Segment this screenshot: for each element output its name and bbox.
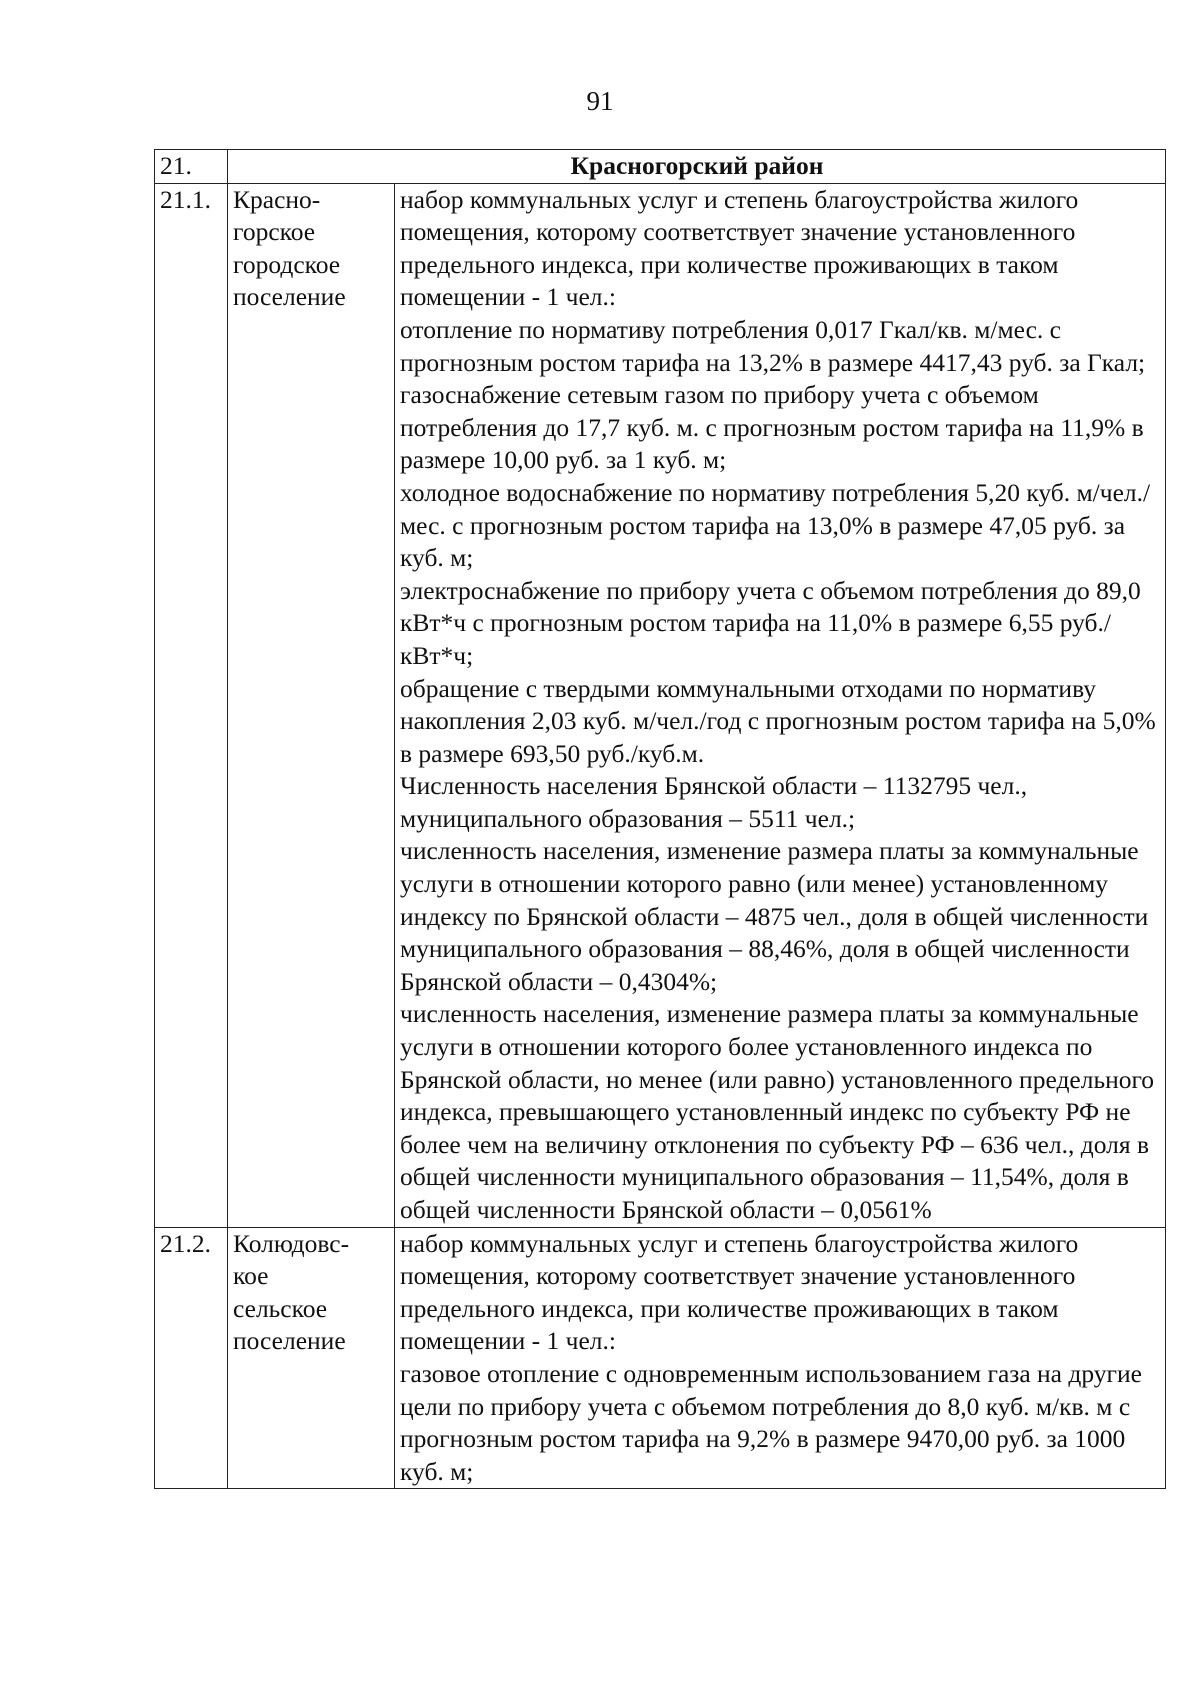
description-paragraph: холодное водоснабжение по нормативу потребления 5,20 куб. м/чел./мес. с прогнозным ростом тарифа на 13,0% в размере 47,05 руб. за куб. м; — [400, 477, 1151, 573]
description-paragraph: газоснабжение сетевым газом по прибору учета с объемом потребления до 17,7 куб. м. с прогнозным ростом тарифа на 11,9% в размере 10,00 руб. за 1 куб. м; — [400, 380, 1144, 475]
row-number: 21.2. — [155, 1227, 228, 1489]
description-paragraph: обращение с твердыми коммунальными отходами по нормативу накопления 2,03 куб. м/чел./год с прогнозным ростом тарифа на 5,0% в размере 693,50 руб./куб.м. — [400, 673, 1156, 768]
description-paragraph: Численность населения Брянской области – 1132795 чел., муниципального образования – 5511 чел.; — [400, 771, 1028, 833]
description-paragraph: электроснабжение по прибору учета с объемом потребления до 89,0 кВт*ч с прогнозным ростом тарифа на 11,0% в размере 6,55 руб./кВт*ч; — [400, 575, 1141, 670]
row-description — [395, 183, 1166, 1227]
settlement-name: Красно- горское городское поселение — [228, 183, 395, 1227]
settlement-name: Колюдовс- кое сельское поселение — [228, 1227, 395, 1489]
row-description — [395, 1227, 1166, 1489]
section-header-row — [155, 150, 1166, 184]
municipal-index-table — [154, 149, 1166, 1489]
description-paragraph: численность населения, изменение размера платы за коммунальные услуги в отношении которого равно (или менее) установленному индексу по Брянской области – 4875 чел., доля в общей численности муниципального образования – 88,46%, доля в общей численности Брянской области – 0,4304%; — [400, 836, 1149, 996]
section-title: Красногорский район — [228, 150, 1166, 184]
table-row — [155, 183, 1166, 1227]
description-paragraph: набор коммунальных услуг и степень благоустройства жилого помещения, которому соответствует значение установленного предельного индекса, при количестве проживающих в таком помещении - 1 чел.: — [400, 184, 1079, 312]
description-paragraph: отопление по нормативу потребления 0,017 Гкал/кв. м/мес. с прогнозным ростом тарифа на 13,2% в размере 4417,43 руб. за Гкал; — [400, 314, 1146, 377]
description-paragraph: численность населения, изменение размера платы за коммунальные услуги в отношении которого более установленного индекса по Брянской области, но менее (или равно) установленного предельного индекса, превышающего установленный индекс по субъекту РФ не более чем на величину отклонения по субъекту РФ – 636 чел., доля в общей численности муниципального образования – 11,54%, доля в общей численности Брянской области – 0,0561% — [400, 999, 1155, 1224]
table-row — [155, 1227, 1166, 1489]
description-paragraph: газовое отопление с одновременным использованием газа на другие цели по прибору учета с объемом потребления до 8,0 куб. м/кв. м с прогнозным ростом тарифа на 9,2% в размере 9470,00 руб. за 1000 куб. м; — [400, 1358, 1142, 1486]
page-number: 91 — [586, 86, 614, 116]
row-number: 21.1. — [155, 183, 228, 1227]
section-number: 21. — [155, 150, 228, 184]
description-paragraph: набор коммунальных услуг и степень благоустройства жилого помещения, которому соответствует значение установленного предельного индекса, при количестве проживающих в таком помещении - 1 чел.: — [400, 1228, 1079, 1356]
